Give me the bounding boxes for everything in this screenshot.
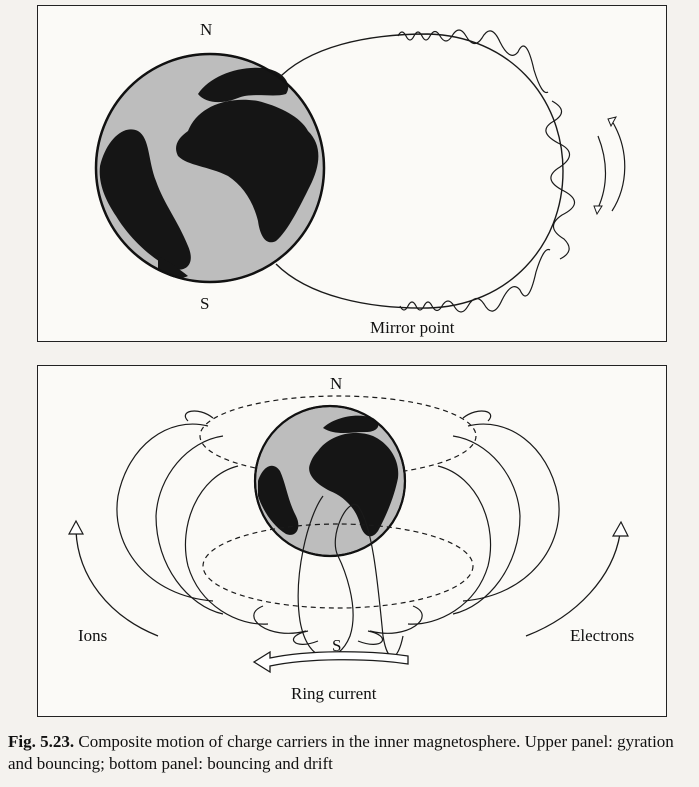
gyration-path-south	[400, 249, 550, 312]
top-panel-gyration-bouncing	[37, 5, 667, 342]
label-south-top: S	[200, 294, 210, 313]
ions-arrowhead	[69, 521, 83, 534]
label-south-bottom: S	[332, 636, 342, 655]
figure-number: Fig. 5.23.	[8, 732, 75, 751]
figure-caption-text: Composite motion of charge carriers in the inner magnetosphere. Upper panel: gyration and bouncing; bottom panel: bouncing and drift	[8, 732, 674, 773]
bottom-panel-bouncing-drift	[37, 365, 667, 717]
label-north-top: N	[200, 20, 213, 39]
earth-globe-bottom	[255, 406, 405, 556]
electrons-arrowhead	[613, 522, 628, 536]
label-electrons: Electrons	[570, 626, 635, 645]
label-ions: Ions	[78, 626, 108, 645]
gyration-path-east	[546, 101, 575, 259]
label-north-bottom: N	[330, 374, 343, 393]
bounce-arrow-down	[598, 136, 606, 208]
gyration-path-north	[398, 30, 548, 93]
electrons-drift-arrow	[526, 534, 620, 636]
earth-globe-top	[96, 54, 324, 282]
label-mirror-point: Mirror point	[370, 318, 455, 337]
bounce-arrow-up	[612, 121, 625, 211]
bounce-arrowhead-down	[594, 206, 602, 214]
ring-current-arrow	[254, 652, 408, 672]
bottom-panel-drawing	[38, 366, 668, 718]
bounce-arrowhead-up	[608, 117, 616, 126]
label-ring-current: Ring current	[291, 684, 377, 703]
figure-caption	[8, 731, 692, 775]
top-panel-drawing	[38, 6, 668, 343]
ions-drift-arrow	[76, 531, 158, 636]
